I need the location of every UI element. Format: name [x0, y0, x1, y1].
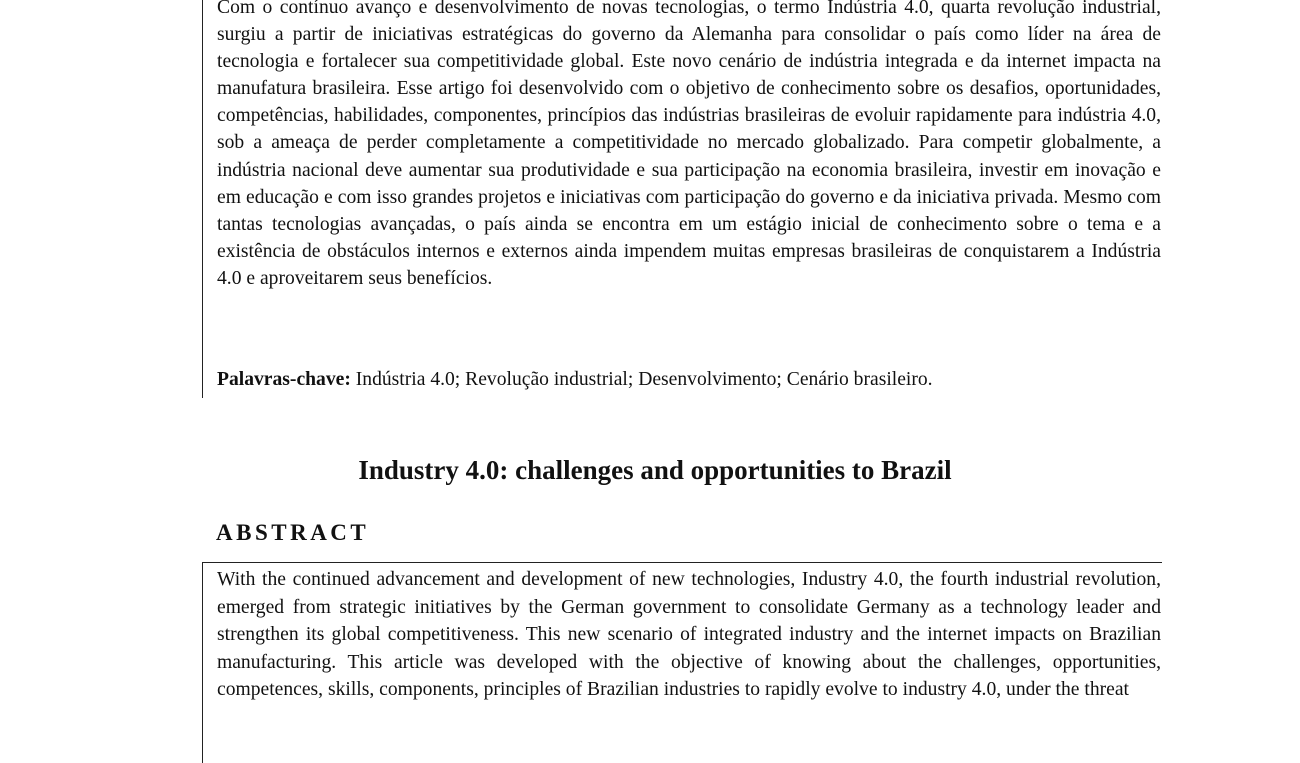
english-abstract-text: With the continued advancement and development of new technologies, Industry 4.0, the fourth industrial revolution, emerged from strategic initiatives by the German government to consolidate Germany as a technology leader and strengthen its global competitiveness. This new scenario of integrated industry and the internet impacts on Brazilian manufacturing. This article was developed with the objective of knowing about the challenges, opportunities, competences, skills, components, principles of Brazilian industries to rapidly evolve to industry 4.0, under the threat: [217, 569, 1161, 701]
english-abstract-block: [202, 563, 1161, 763]
keywords-list: Indústria 4.0; Revolução industrial; Desenvolvimento; Cenário brasileiro.: [355, 369, 933, 390]
portuguese-abstract-block: [202, 0, 1161, 398]
portuguese-abstract-text: Com o contínuo avanço e desenvolvimento de novas tecnologias, o termo Indústria 4.0, quarta revolução industrial, surgiu a partir de iniciativas estratégicas do governo da Alemanha para consolidar o país como líder na área de tecnologia e fortalecer sua competitividade global. Este novo cenário de indústria integrada e da internet impacta na manufatura brasileira. Esse artigo foi desenvolvido com o objetivo de conhecimento sobre os desafios, oportunidades, competências, habilidades, componentes, princípios das indústrias brasileiras de evoluir rapidamente para indústria 4.0, sob a ameaça de perder completamente a competitividade no mercado globalizado. Para competir globalmente, a indústria nacional deve aumentar sua produtividade e sua participação na economia brasileira, investir em inovação e em educação e com isso grandes projetos e iniciativas com participação do governo e da iniciativa privada. Mesmo com tantas tecnologias avançadas, o país ainda se encontra em um estágio inicial de conhecimento sobre o tema e a existência de obstáculos internos e externos ainda impendem muitas empresas brasileiras de conquistarem a Indústria 4.0 e aproveitarem seus benefícios.: [217, 0, 1161, 289]
portuguese-keywords: [217, 368, 1161, 392]
english-title: Industry 4.0: challenges and opportunities to Brazil: [358, 455, 952, 485]
abstract-heading: ABSTRACT: [216, 520, 370, 545]
keywords-label: Palavras-chave:: [217, 369, 351, 390]
